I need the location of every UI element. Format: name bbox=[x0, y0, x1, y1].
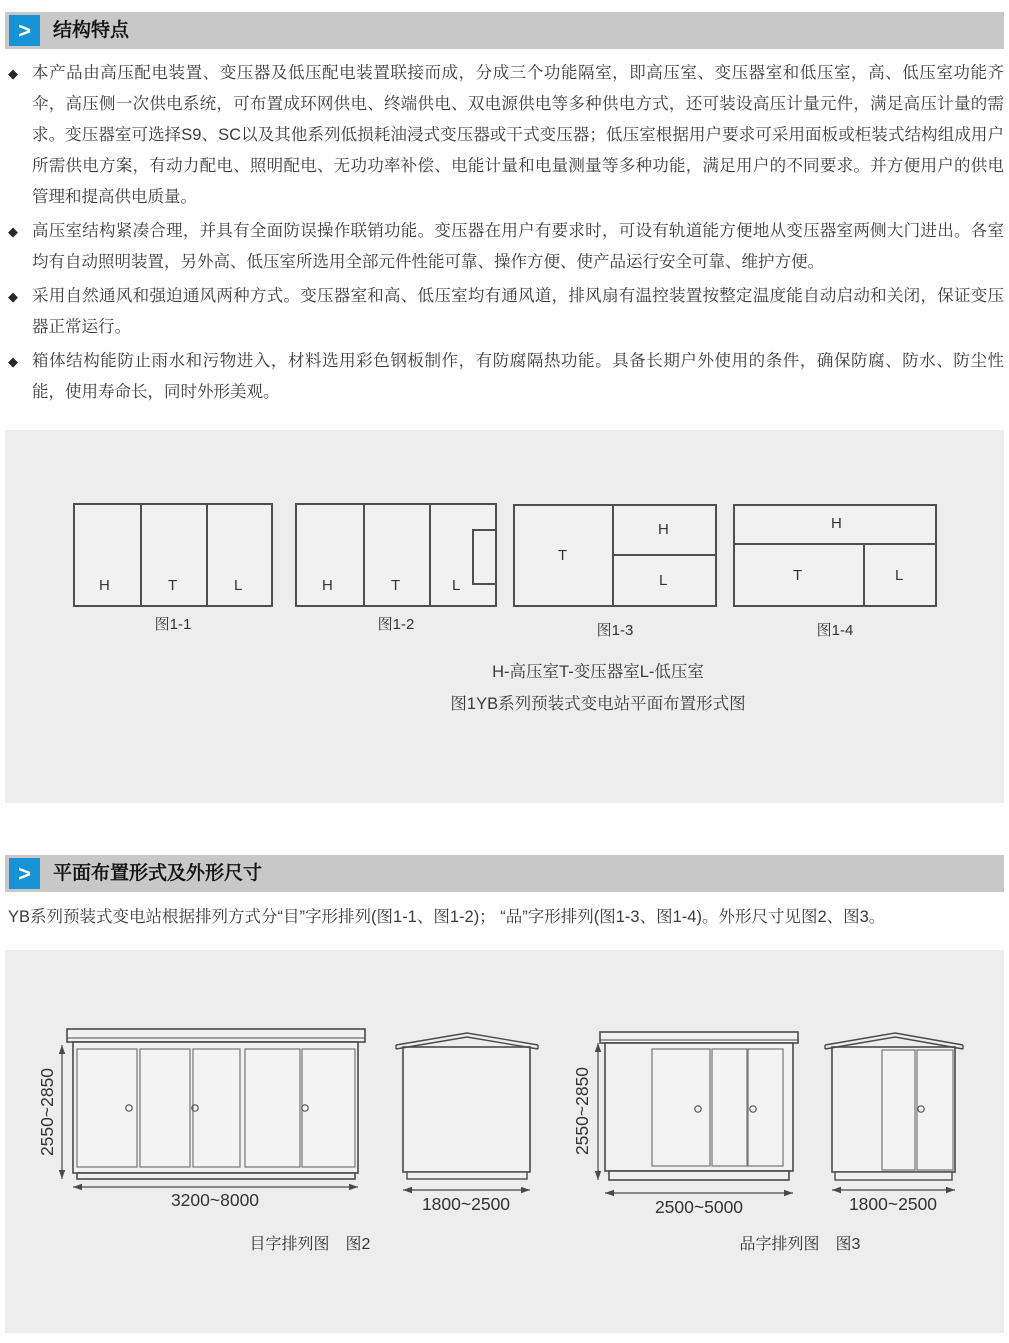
plan-fig1-2 bbox=[295, 503, 497, 607]
plan-fig1-4 bbox=[733, 504, 937, 607]
diamond-bullet-icon: ◆ bbox=[8, 354, 18, 369]
caption-mu-arrangement: 目字排列图 图2 bbox=[249, 1236, 371, 1253]
cell-label-t: T bbox=[391, 577, 401, 594]
feature-text: 高压室结构紧凑合理，并具有全面防误操作联销功能。变压器在用户有要求时，可设有轨道能方便地从变压器室两侧大门进出。各室均有自动照明装置，另外高、低压室所选用全部元件性能可靠、操作方便、使产品运行安全可靠、维护方便。 bbox=[32, 222, 1004, 271]
dim-height-right: 2550~2850 bbox=[572, 1066, 592, 1156]
feature-list bbox=[8, 58, 1004, 411]
feature-item bbox=[8, 58, 1004, 213]
dim-width-side2: 1800~2500 bbox=[848, 1194, 938, 1214]
figure1-legend: H-高压室T-变压器室L-低压室 bbox=[492, 663, 704, 681]
feature-item bbox=[8, 281, 1004, 343]
cell-label-t: T bbox=[558, 547, 568, 564]
cell-label-h: H bbox=[658, 521, 669, 538]
diamond-bullet-icon: ◆ bbox=[8, 224, 18, 239]
diamond-bullet-icon: ◆ bbox=[8, 66, 18, 81]
plan-fig1-1 bbox=[73, 503, 273, 607]
cell-label-t: T bbox=[793, 567, 803, 584]
divider bbox=[863, 545, 865, 605]
cell-label-h: H bbox=[322, 577, 333, 594]
cell-label-h: H bbox=[99, 577, 110, 594]
divider bbox=[140, 505, 142, 605]
chevron-glyph: > bbox=[18, 860, 31, 886]
dimension-drawings-svg bbox=[5, 950, 1004, 1333]
cell-label-l: L bbox=[452, 577, 461, 594]
chevron-right-icon bbox=[9, 15, 40, 46]
cell-label-t: T bbox=[168, 577, 178, 594]
cell-label-h: H bbox=[831, 515, 842, 532]
diamond-bullet-icon: ◆ bbox=[8, 289, 18, 304]
section-header-dimensions bbox=[5, 855, 1004, 892]
feature-item bbox=[8, 216, 1004, 278]
feature-item bbox=[8, 346, 1004, 408]
plan-caption: 图1-3 bbox=[596, 622, 634, 639]
arrangement-intro: YB系列预装式变电站根据排列方式分“目”字形排列(图1-1、图1-2)； “品”字形排列(图1-3、图1-4)。外形尺寸见图2、图3。 bbox=[8, 908, 886, 926]
feature-text: 箱体结构能防止雨水和污物进入，材料选用彩色钢板制作，有防腐隔热功能。具备长期户外使用的条件，确保防腐、防水、防尘性能，使用寿命长，同时外形美观。 bbox=[32, 352, 1004, 401]
caption-pin-arrangement: 品字排列图 图3 bbox=[739, 1236, 861, 1253]
cell-label-l: L bbox=[234, 577, 243, 594]
figure1-title: 图1YB系列预装式变电站平面布置形式图 bbox=[450, 695, 746, 713]
chevron-glyph: > bbox=[18, 17, 31, 43]
feature-text: 本产品由高压配电装置、变压器及低压配电装置联接而成，分成三个功能隔室，即高压室、变压器室和低压室，高、低压室功能齐伞，高压侧一次供电系统，可布置成环网供电、终端供电、双电源供电等多种供电方式，还可装设高压计量元件，满足高压计量的需求。变压器室可选择S9、SC以及其他系列低损耗油浸式变压器或干式变压器；低压室根据用户要求可采用面板或柜装式结构组成用户所需供电方案，有动力配电、照明配电、无功功率补偿、电能计量和电量测量等多种功能，满足用户的不同要求。并方便用户的供电管理和提高供电质量。 bbox=[32, 64, 1004, 206]
dim-width-front1: 3200~8000 bbox=[170, 1190, 260, 1210]
cell-label-l: L bbox=[659, 572, 668, 589]
chevron-right-icon bbox=[9, 858, 40, 889]
feature-text: 采用自然通风和强迫通风两种方式。变压器室和高、低压室均有通风道，排风扇有温控装置按整定温度能自动启动和关闭，保证变压器正常运行。 bbox=[32, 287, 1004, 336]
plan-fig1-3 bbox=[513, 504, 717, 607]
plan-notch bbox=[472, 529, 495, 585]
section-title: 平面布置形式及外形尺寸 bbox=[53, 863, 263, 884]
section-title: 结构特点 bbox=[53, 20, 130, 41]
dim-width-front2: 2500~5000 bbox=[654, 1197, 744, 1217]
plan-caption: 图1-4 bbox=[816, 622, 854, 639]
plan-caption: 图1-2 bbox=[377, 616, 415, 633]
divider bbox=[735, 543, 935, 545]
section-header-structure bbox=[5, 12, 1004, 49]
divider bbox=[363, 505, 365, 605]
dim-height-left: 2550~2850 bbox=[37, 1067, 57, 1157]
cell-label-l: L bbox=[895, 567, 904, 584]
plan-caption: 图1-1 bbox=[154, 616, 192, 633]
divider bbox=[614, 554, 715, 556]
dimension-panel bbox=[5, 950, 1004, 1333]
plan-layout-panel bbox=[5, 430, 1004, 803]
divider bbox=[429, 505, 431, 605]
dim-width-side1: 1800~2500 bbox=[421, 1194, 511, 1214]
divider bbox=[206, 505, 208, 605]
